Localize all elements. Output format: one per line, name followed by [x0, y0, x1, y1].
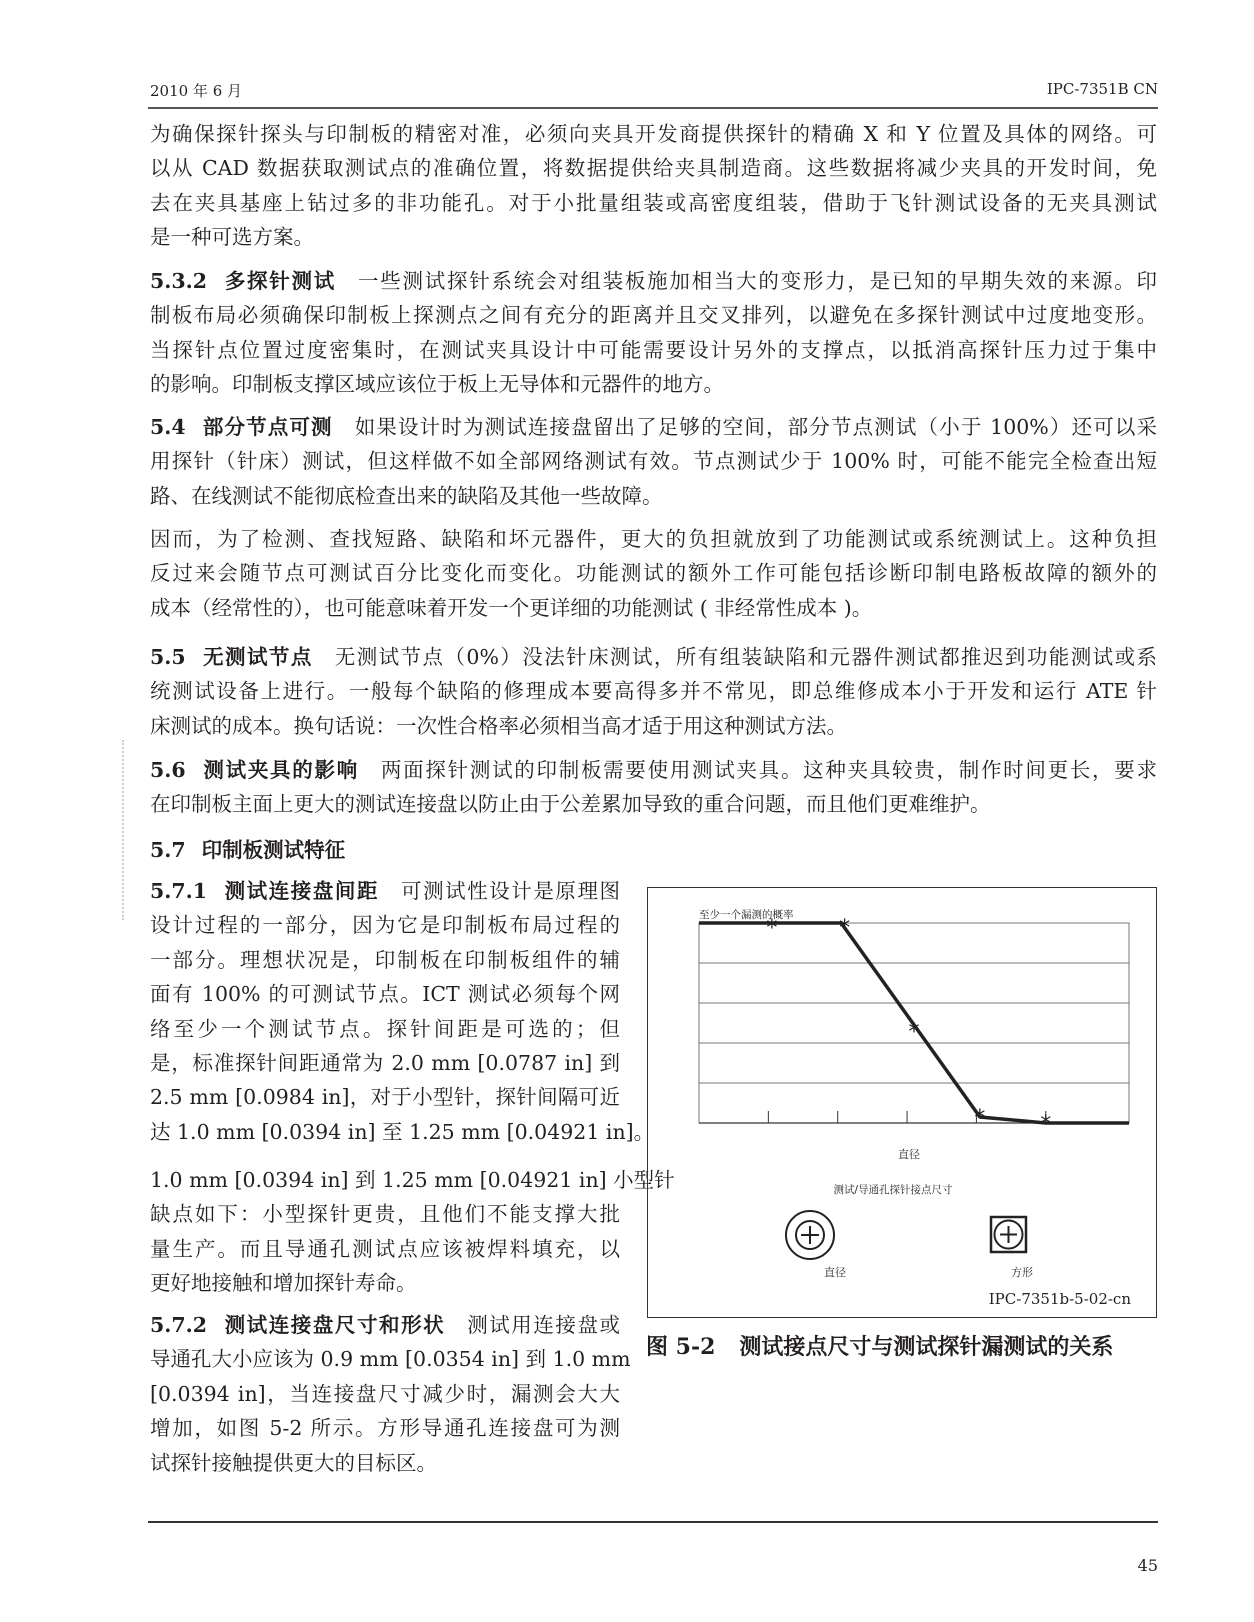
data-point-marker: *	[908, 1020, 920, 1045]
text-line: 试探针接触提供更大的目标区。	[150, 1450, 437, 1475]
header-rule	[148, 107, 1158, 109]
section-heading	[150, 758, 359, 782]
line-text: 测试用连接盘或	[467, 1313, 621, 1337]
text-line: 达 1.0 mm [0.0394 in] 至 1.25 mm [0.04921 in]。	[150, 1119, 655, 1144]
section-s572	[150, 1308, 631, 1480]
text-line: 增加，如图 5-2 所示。方形导通孔连接盘可为测	[150, 1416, 620, 1441]
text-line: 成本（经常性的），也可能意味着开发一个更详细的功能测试 ( 非经常性成本 )。	[150, 595, 873, 620]
figure-id-label: IPC-7351b-5-02-cn	[988, 1290, 1131, 1308]
data-point-marker: *	[974, 1106, 986, 1131]
text-line: 设计过程的一部分，因为它是印制板布局过程的	[150, 913, 620, 938]
text-line: [0.0394 in]，当连接盘尺寸减少时，漏测会大大	[150, 1381, 620, 1406]
section-s55	[150, 640, 1157, 743]
x-axis-label: 直径	[898, 1148, 920, 1161]
text-line	[150, 1308, 620, 1342]
paragraph	[150, 1163, 675, 1301]
figure-caption-title: 测试接点尺寸与测试探针漏测试的关系	[739, 1334, 1114, 1360]
section-title: 测试连接盘尺寸和形状	[223, 1313, 446, 1337]
figure-5-2	[647, 887, 1157, 1318]
section-heading	[150, 415, 333, 439]
section-number: 5.3.2	[150, 269, 208, 293]
section-heading	[150, 838, 345, 862]
figure-caption-number: 图 5-2	[646, 1334, 716, 1360]
section-heading	[150, 269, 336, 293]
text-line: 在印制板主面上更大的测试连接盘以防止由于公差累加导致的重合问题，而且他们更难维护。	[150, 792, 991, 817]
paragraph	[150, 117, 1157, 255]
text-line: 络至少一个测试节点。探针间距是可选的；但	[150, 1016, 620, 1041]
figure-caption	[646, 1330, 1113, 1361]
paragraph	[150, 522, 1157, 625]
page-number: 45	[1137, 1556, 1158, 1575]
text-line	[150, 753, 1157, 787]
section-number: 5.4	[150, 415, 186, 439]
section-number: 5.7.2	[150, 1313, 208, 1337]
text-line	[150, 833, 1157, 867]
text-line: 用探针（针床）测试，但这样做不如全部网络测试有效。节点测试少于 100% 时，可能不能完全检查出短	[150, 449, 1157, 474]
line-text: 一些测试探针系统会对组装板施加相当大的变形力，是已知的早期失效的来源。印	[358, 269, 1157, 293]
text-line: 的影响。印制板支撑区域应该位于板上无导体和元器件的地方。	[150, 372, 724, 397]
text-line: 路、在线测试不能彻底检查出来的缺陷及其他一些故障。	[150, 483, 663, 508]
text-line: 床测试的成本。换句话说：一次性合格率必须相当高才适于用这种测试方法。	[150, 713, 847, 738]
line-text: 可测试性设计是原理图	[401, 879, 621, 903]
text-line: 当探针点位置过度密集时，在测试夹具设计中可能需要设计另外的支撑点，以抵消高探针压力过于集中	[150, 337, 1157, 362]
section-heading	[150, 879, 379, 903]
text-line: 是，标准探针间距通常为 2.0 mm [0.0787 in] 到	[150, 1050, 620, 1075]
text-line: 一部分。理想状况是，印制板在印制板组件的辅	[150, 947, 620, 972]
text-line: 面有 100% 的可测试节点。ICT 测试必须每个网	[150, 982, 620, 1007]
text-line: 以从 CAD 数据获取测试点的准确位置，将数据提供给夹具制造商。这些数据将减少夹具的开发时间，免	[150, 156, 1157, 181]
section-title: 印制板测试特征	[201, 838, 346, 862]
y-axis-label: 至少一个漏测的概率	[699, 909, 794, 921]
text-line: 缺点如下：小型探针更贵，且他们不能支撑大批	[150, 1202, 620, 1227]
text-line: 2.5 mm [0.0984 in]，对于小型针，探针间隔可近	[150, 1085, 620, 1110]
probability-chart	[648, 888, 1158, 1319]
section-title: 无测试节点	[201, 645, 313, 669]
text-line: 制板布局必须确保印制板上探测点之间有充分的距离并且交叉排列，以避免在多探针测试中过度地变形。	[150, 303, 1157, 328]
section-number: 5.5	[150, 645, 186, 669]
section-heading	[150, 645, 313, 669]
text-line: 更好地接触和增加探针寿命。	[150, 1271, 417, 1296]
section-title: 多探针测试	[223, 269, 337, 293]
section-s532	[150, 264, 1157, 402]
text-line: 为确保探针探头与印制板的精密对准，必须向夹具开发商提供探针的精确 X 和 Y 位置及具体的网络。可	[150, 122, 1157, 146]
text-line: 导通孔大小应该为 0.9 mm [0.0354 in] 到 1.0 mm	[150, 1347, 631, 1372]
text-line	[150, 410, 1157, 444]
text-line	[150, 640, 1157, 674]
pad-section-title: 测试/导通孔探针接点尺寸	[833, 1184, 953, 1196]
text-line	[150, 874, 620, 908]
line-text: 两面探针测试的印制板需要使用测试夹具。这种夹具较贵，制作时间更长，要求	[380, 758, 1158, 782]
margin-dotted-line	[122, 740, 124, 920]
square-pad-label: 方形	[1011, 1266, 1033, 1279]
section-number: 5.6	[150, 758, 186, 782]
section-s54	[150, 410, 1157, 513]
data-point-marker: *	[839, 916, 851, 941]
section-s571	[150, 874, 655, 1149]
data-point-marker: *	[766, 916, 778, 941]
section-title: 测试连接盘间距	[223, 879, 380, 903]
data-point-marker: *	[1040, 1112, 1052, 1137]
header-date: 2010 年 6 月	[150, 82, 243, 100]
round-pad-label: 直径	[824, 1266, 846, 1279]
section-title: 测试夹具的影响	[201, 758, 359, 782]
text-line: 是一种可选方案。	[150, 225, 314, 250]
section-s57	[150, 833, 1157, 867]
text-line	[150, 264, 1157, 298]
footer-rule	[148, 1521, 1158, 1523]
text-line: 因而，为了检测、查找短路、缺陷和坏元器件，更大的负担就放到了功能测试或系统测试上。这种负担	[150, 527, 1157, 551]
line-text: 如果设计时为测试连接盘留出了足够的空间，部分节点测试（小于 100%）还可以采	[354, 415, 1158, 439]
section-heading	[150, 1313, 445, 1337]
section-title: 部分节点可测	[201, 415, 333, 439]
text-line: 量生产。而且导通孔测试点应该被焊料填充，以	[150, 1236, 620, 1261]
section-s56	[150, 753, 1157, 822]
line-text: 无测试节点（0%）没法针床测试，所有组装缺陷和元器件测试都推迟到功能测试或系	[334, 645, 1157, 669]
text-line: 去在夹具基座上钻过多的非功能孔。对于小批量组装或高密度组装，借助于飞针测试设备的无夹具测试	[150, 190, 1157, 215]
section-number: 5.7	[150, 838, 186, 862]
header-doc-id: IPC-7351B CN	[1046, 80, 1158, 98]
text-line: 1.0 mm [0.0394 in] 到 1.25 mm [0.04921 in] 小型针	[150, 1168, 675, 1192]
text-line: 反过来会随节点可测试百分比变化而变化。功能测试的额外工作可能包括诊断印制电路板故障的额外的	[150, 561, 1157, 586]
section-number: 5.7.1	[150, 879, 208, 903]
text-line: 统测试设备上进行。一般每个缺陷的修理成本要高得多并不常见，即总维修成本小于开发和运行 ATE 针	[150, 679, 1157, 704]
